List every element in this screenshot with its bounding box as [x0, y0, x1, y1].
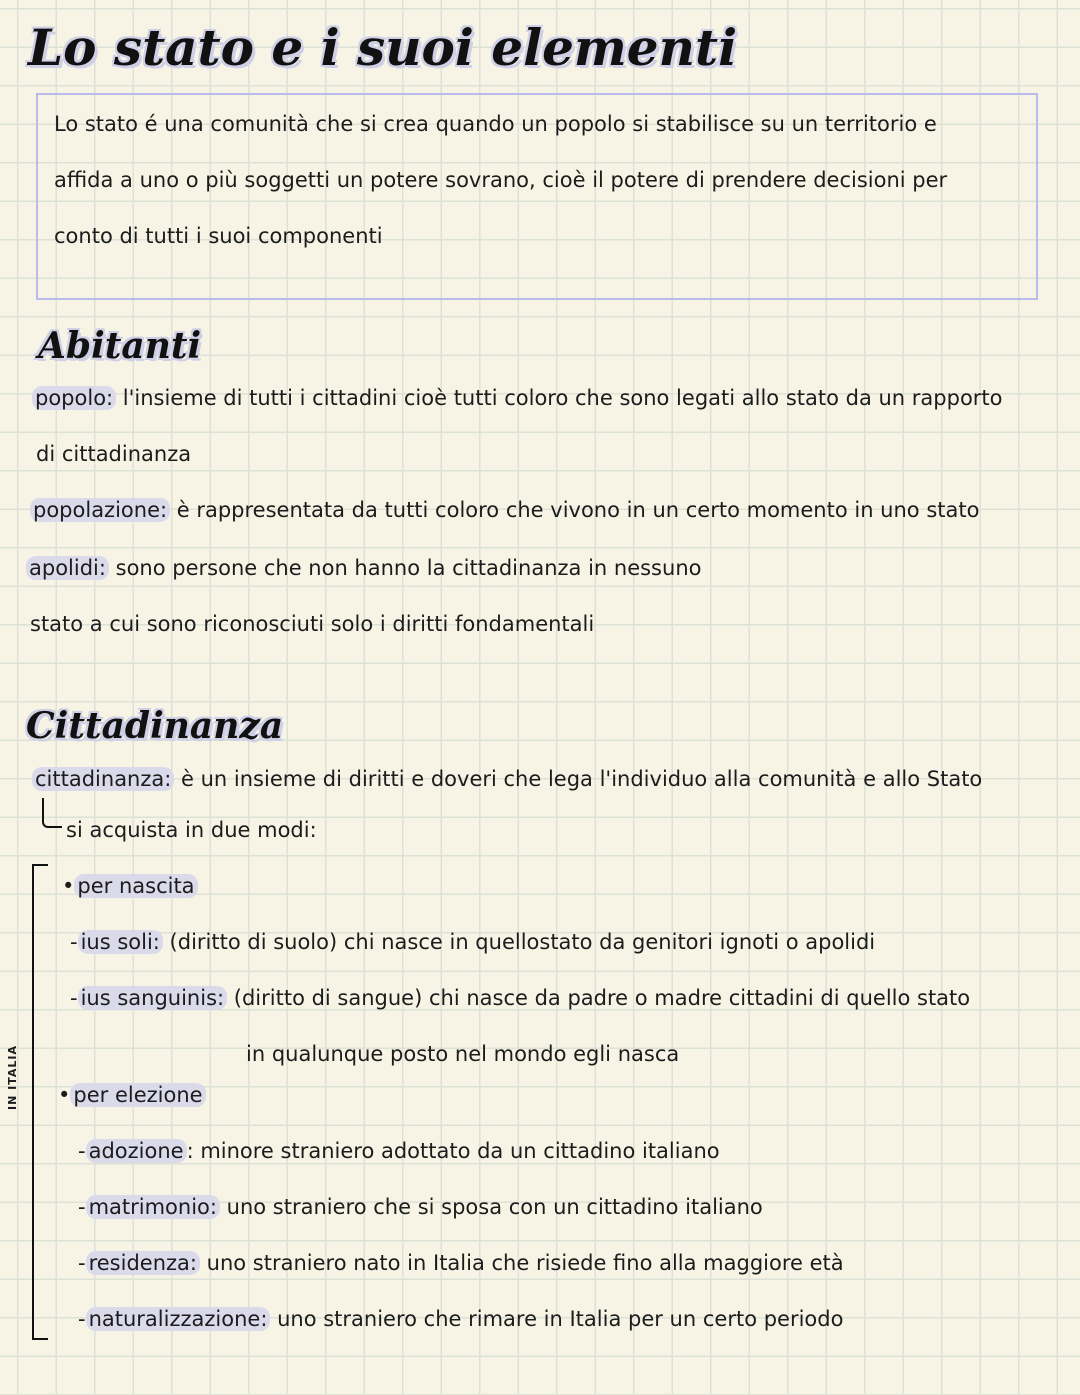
list-item: • per elezione	[58, 1080, 206, 1110]
definition-text: stato a cui sono riconosciuti solo i diritti fondamentali	[30, 612, 595, 636]
term-highlight: cittadinanza:	[32, 767, 174, 791]
term-highlight: residenza:	[86, 1251, 200, 1275]
term-highlight: naturalizzazione:	[86, 1307, 271, 1331]
list-item: - ius soli: (diritto di suolo) chi nasce in quellostato da genitori ignoti o apolidi	[70, 930, 876, 954]
apolidi-definition	[26, 553, 701, 583]
popolazione-definition	[30, 495, 979, 525]
page-title: Lo stato e i suoi elementi	[28, 18, 738, 77]
term-highlight: per nascita	[74, 874, 197, 898]
term-highlight: per elezione	[70, 1083, 205, 1107]
term-highlight: apolidi:	[26, 556, 109, 580]
definition-text: (diritto di sangue) chi nasce da padre o madre cittadini di quello stato	[227, 986, 971, 1010]
definition-text: uno straniero nato in Italia che risiede fino alla maggiore età	[199, 1251, 844, 1275]
definition-text: in qualunque posto nel mondo egli nasca	[246, 1042, 680, 1066]
term-highlight: ius sanguinis:	[78, 986, 228, 1010]
definition-text: (diritto di suolo) chi nasce in quellostato da genitori ignoti o apolidi	[162, 930, 876, 954]
arrow-connector	[42, 798, 62, 828]
definition-text: uno straniero che rimare in Italia per un certo periodo	[270, 1307, 844, 1331]
list-item: - residenza: uno straniero nato in Italia che risiede fino alla maggiore età	[78, 1251, 844, 1275]
section-heading-cittadinanza: Cittadinanza	[26, 705, 284, 747]
term-highlight: popolazione:	[30, 498, 170, 522]
definition-text: è un insieme di diritti e doveri che lega l'individuo alla comunità e allo Stato	[174, 767, 983, 791]
definition-text: : minore straniero adottato da un cittadino italiano	[186, 1139, 720, 1163]
popolo-definition	[32, 383, 1003, 413]
definition-line: Lo stato é una comunità che si crea quando un popolo si stabilisce su un territorio e	[54, 112, 937, 136]
list-item: - ius sanguinis: (diritto di sangue) chi nasce da padre o madre cittadini di quello stato	[70, 986, 971, 1010]
term-highlight: matrimonio:	[86, 1195, 220, 1219]
term-highlight: popolo:	[32, 386, 116, 410]
list-item: • per nascita	[62, 871, 198, 901]
list-item: - adozione : minore straniero adottato da un cittadino italiano	[78, 1139, 720, 1163]
definition-line: affida a uno o più soggetti un potere sovrano, cioè il potere di prendere decisioni per	[54, 168, 948, 192]
definition-line: conto di tutti i suoi componenti	[54, 224, 383, 248]
term-highlight: adozione	[86, 1139, 187, 1163]
definition-text: sono persone che non hanno la cittadinanza in nessuno	[108, 556, 702, 580]
list-item: - matrimonio: uno straniero che si sposa con un cittadino italiano	[78, 1195, 763, 1219]
definition-text: uno straniero che si sposa con un cittadino italiano	[219, 1195, 763, 1219]
definition-text: è rappresentata da tutti coloro che vivono in un certo momento in uno stato	[170, 498, 980, 522]
cittadinanza-definition	[32, 764, 982, 794]
modi-text: si acquista in due modi:	[66, 818, 317, 842]
definition-text: di cittadinanza	[36, 442, 192, 466]
side-label: IN ITALIA	[6, 1045, 19, 1110]
definition-text: l'insieme di tutti i cittadini cioè tutti coloro che sono legati allo stato da un rapporto	[116, 386, 1003, 410]
bracket	[32, 864, 48, 1340]
section-heading-abitanti: Abitanti	[38, 325, 202, 367]
term-highlight: ius soli:	[78, 930, 163, 954]
list-item: - naturalizzazione: uno straniero che rimare in Italia per un certo periodo	[78, 1307, 844, 1331]
